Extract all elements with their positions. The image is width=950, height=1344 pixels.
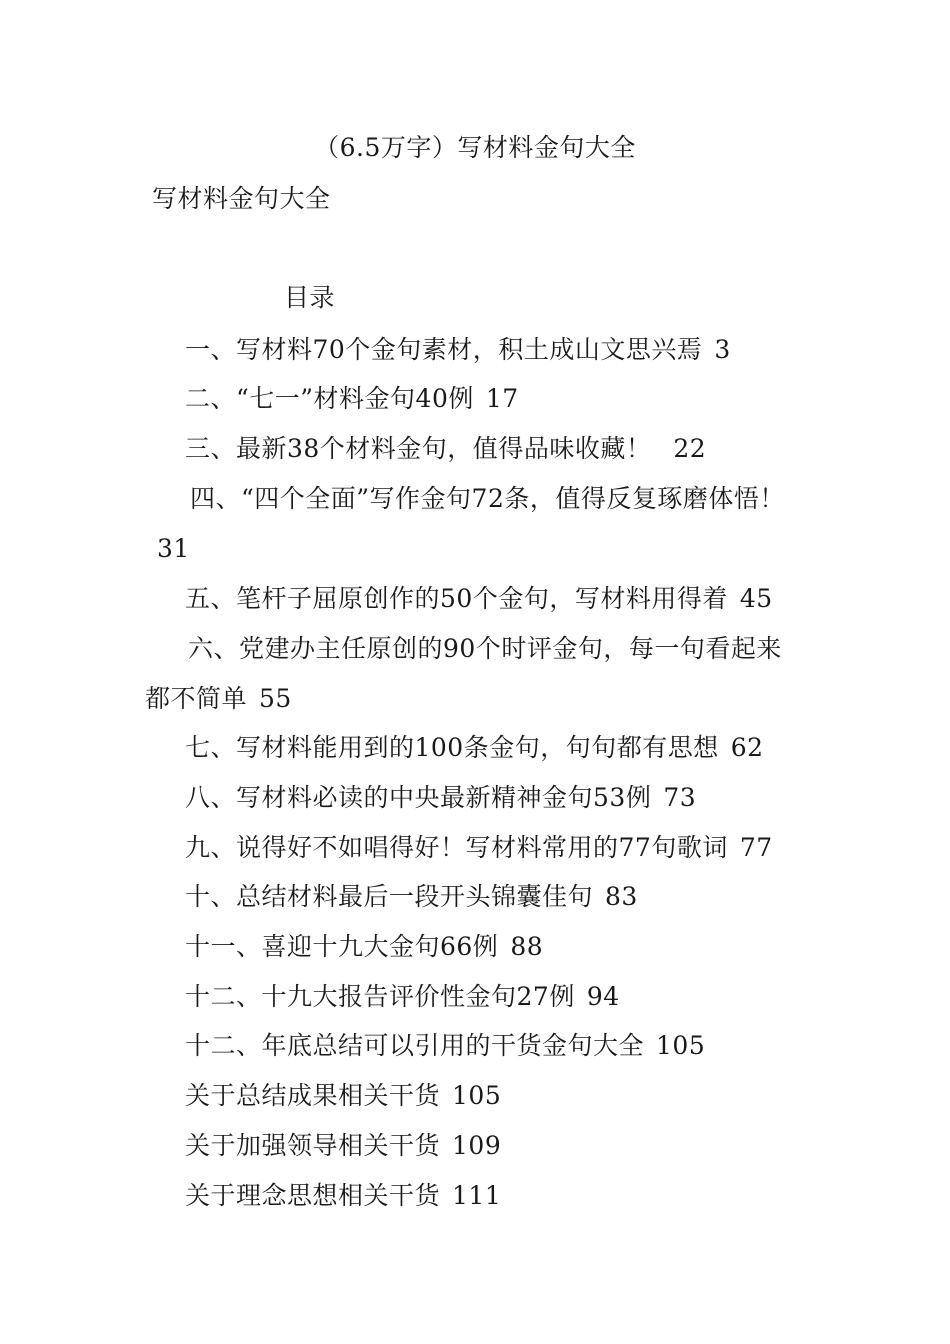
toc-entry-page: 105 — [656, 1031, 706, 1060]
toc-entry-text: 关于理念思想相关干货 — [185, 1181, 441, 1210]
toc-entry[interactable] — [185, 833, 773, 863]
toc-heading: 目录 — [284, 283, 336, 312]
toc-entry-text: 关于总结成果相关干货 — [185, 1081, 441, 1110]
toc-entry-page: 109 — [452, 1131, 502, 1160]
toc-entry-page: 17 — [485, 384, 519, 413]
toc-entry-page: 62 — [730, 733, 764, 762]
toc-entry-page: 77 — [739, 833, 773, 862]
toc-entry-text: 关于加强领导相关干货 — [185, 1131, 441, 1160]
toc-entry[interactable] — [185, 1181, 501, 1211]
toc-entry[interactable] — [185, 733, 764, 763]
toc-entry-text: 一、写材料70个金句素材，积土成山文思兴焉 — [185, 335, 703, 364]
toc-entry[interactable] — [185, 434, 706, 464]
toc-entry[interactable] — [185, 384, 519, 414]
toc-entry-page: 94 — [586, 982, 620, 1011]
toc-entry-text: 六、党建办主任原创的90个时评金句，每一句看起来 — [188, 634, 782, 663]
toc-entry-continuation[interactable] — [145, 684, 292, 714]
toc-entry[interactable] — [185, 932, 543, 962]
toc-entry-text: 十、总结材料最后一段开头锦囊佳句 — [185, 882, 594, 911]
toc-entry-text: 十二、年底总结可以引用的干货金句大全 — [185, 1031, 645, 1060]
toc-entry[interactable] — [185, 1081, 501, 1111]
toc-entry[interactable] — [185, 1031, 705, 1061]
toc-entry-page[interactable]: 31 — [157, 534, 190, 563]
toc-entry[interactable] — [185, 1131, 501, 1161]
toc-entry-page: 111 — [452, 1181, 502, 1210]
toc-entry-text: 都不简单 — [145, 684, 248, 713]
toc-entry-page: 83 — [605, 882, 638, 911]
toc-entry-text: 十一、喜迎十九大金句66例 — [185, 932, 499, 961]
toc-entry-page: 88 — [510, 932, 544, 961]
toc-entry[interactable] — [185, 982, 620, 1012]
toc-entry-text: 七、写材料能用到的100条金句，句句都有思想 — [185, 733, 719, 762]
toc-entry-text: 九、说得好不如唱得好！写材料常用的77句歌词 — [185, 833, 728, 862]
toc-entry-page: 55 — [259, 684, 292, 713]
toc-entry-page: 73 — [663, 783, 697, 812]
toc-entry-page: 105 — [452, 1081, 502, 1110]
toc-entry-page: 22 — [673, 434, 707, 463]
toc-entry[interactable] — [185, 783, 696, 813]
toc-entry-page: 3 — [714, 335, 731, 364]
toc-entry[interactable] — [190, 484, 785, 514]
toc-entry-text: 四、“四个全面”写作金句72条，值得反复琢磨体悟！ — [190, 484, 785, 513]
toc-entry-text: 十二、十九大报告评价性金句27例 — [185, 982, 575, 1011]
toc-entry-text: 八、写材料必读的中央最新精神金句53例 — [185, 783, 652, 812]
toc-entry[interactable] — [185, 882, 638, 912]
toc-entry-text: 二、“七一”材料金句40例 — [185, 384, 474, 413]
toc-entry[interactable] — [185, 584, 773, 614]
document-title: （6.5万字）写材料金句大全 — [314, 133, 636, 162]
toc-entry-page: 45 — [739, 584, 773, 613]
toc-entry-text: 五、笔杆子屈原创作的50个金句，写材料用得着 — [185, 584, 728, 613]
toc-entry[interactable] — [188, 634, 782, 664]
document-subtitle: 写材料金句大全 — [152, 184, 331, 213]
toc-entry-text: 三、最新38个材料金句，值得品味收藏！ — [185, 434, 652, 463]
toc-entry[interactable] — [185, 335, 731, 365]
